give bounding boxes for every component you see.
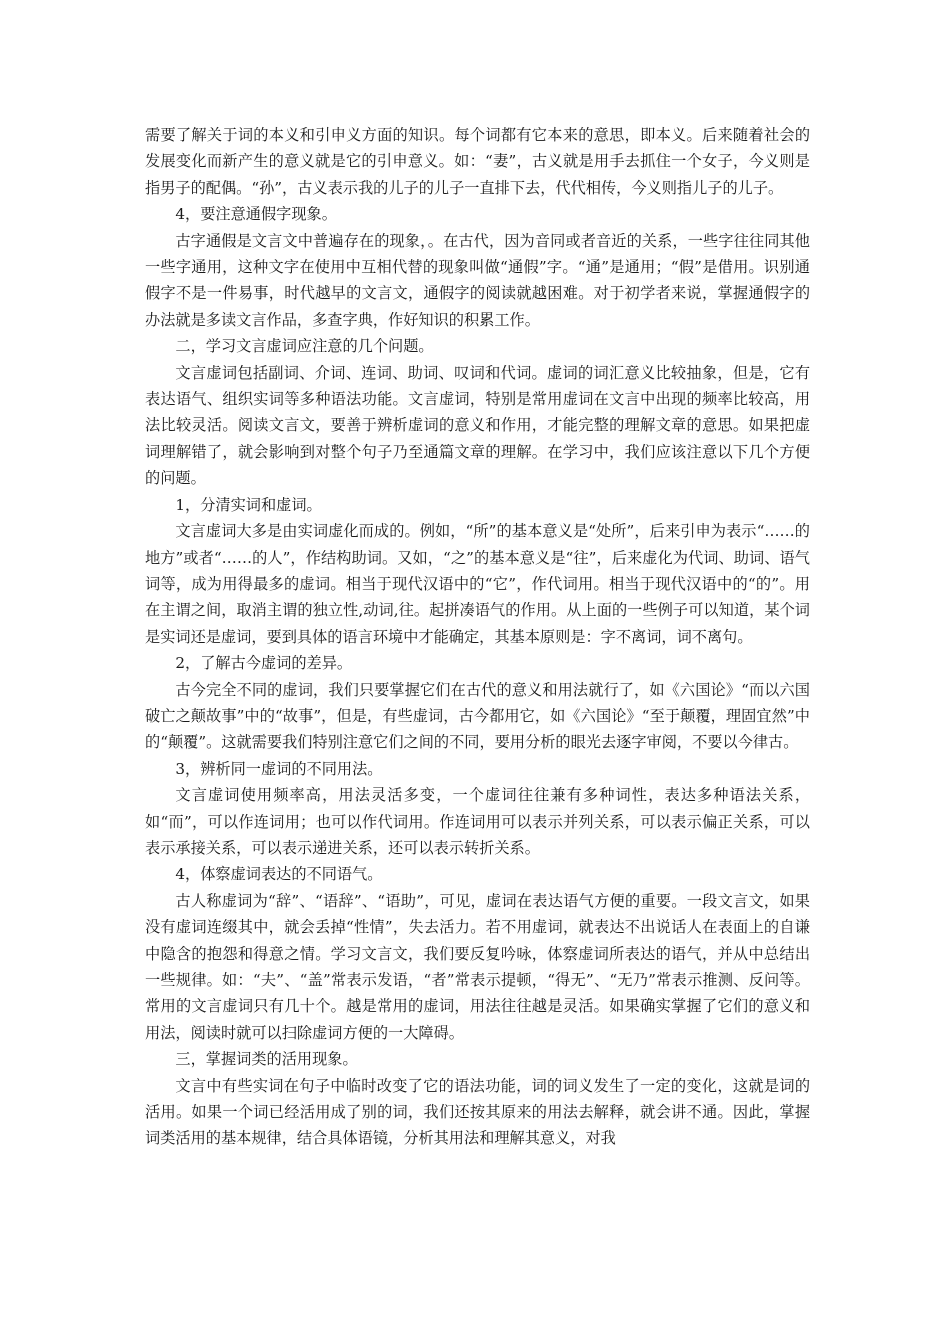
section-heading: 二，学习文言虚词应注意的几个问题。 bbox=[175, 337, 434, 356]
paragraph: 需要了解关于词的本义和引申义方面的知识。每个词都有它本来的意思，即本义。后来随着社会的发展变化而新产生的意义就是它的引申意义。如：“妻”，古义就是用手去抓住一个女子，今义则是指男子的配偶。“孙”，古义表示我的儿子的儿子一直排下去，代代相传，今义则指儿子的儿子。 bbox=[145, 126, 810, 197]
section-heading: 4，体察虚词表达的不同语气。 bbox=[175, 865, 383, 884]
document-body bbox=[145, 122, 810, 1152]
paragraph: 文言中有些实词在句子中临时改变了它的语法功能，词的词义发生了一定的变化，这就是词的活用。如果一个词已经活用成了别的词，我们还按其原来的用法去解释，就会讲不通。因此，掌握词类活用的基本规律，结合具体语镜，分析其用法和理解其意义，对我 bbox=[145, 1076, 810, 1148]
section-heading: 2，了解古今虚词的差异。 bbox=[175, 654, 353, 673]
section-heading: 3，辨析同一虚词的不同用法。 bbox=[175, 759, 383, 778]
section-heading: 三，掌握词类的活用现象。 bbox=[175, 1050, 358, 1069]
paragraph: 古字通假是文言文中普遍存在的现象，。在古代，因为音同或者音近的关系，一些字往往同其他一些字通用，这种文字在使用中互相代替的现象叫做“通假”字。“通”是通用；“假”是借用。识别通假字不是一件易事，时代越早的文言文，通假字的阅读就越困难。对于初学者来说，掌握通假字的办法就是多读文言作品，多查字典，作好知识的积累工作。 bbox=[145, 231, 810, 329]
paragraph: 古人称虚词为“辞”、“语辞”、“语助”，可见，虚词在表达语气方便的重要。一段文言文，如果没有虚词连缀其中，就会丢掉“性情”，失去活力。若不用虚词，就表达不出说话人在表面上的自谦中隐含的抱怨和得意之情。学习文言文，我们要反复吟咏，体察虚词所表达的语气，并从中总结出一些规律。如：“夫”、“盖”常表示发语，“者”常表示提顿，“得无”、“无乃”常表示推测、反问等。常用的文言虚词只有几十个。越是常用的虚词，用法往往越是灵活。如果确实掌握了它们的意义和用法，阅读时就可以扫除虚词方便的一大障碍。 bbox=[145, 891, 810, 1042]
section-heading: 1，分清实词和虚词。 bbox=[175, 495, 322, 514]
paragraph: 文言虚词大多是由实词虚化而成的。例如，“所”的基本意义是“处所”，后来引申为表示“……的地方”或者“……的人”，作结构助词。又如，“之”的基本意义是“往”，后来虚化为代词、助词、语气词等，成为用得最多的虚词。相当于现代汉语中的“它”，作代词用。相当于现代汉语中的“的”。用在主谓之间，取消主谓的独立性,动词,往。起拼凑语气的作用。从上面的一些例子可以知道，某个词是实词还是虚词，要到具体的语言环境中才能确定，其基本原则是：字不离词，词不离句。 bbox=[145, 522, 810, 646]
section-heading: 4，要注意通假字现象。 bbox=[175, 205, 337, 224]
paragraph: 文言虚词使用频率高，用法灵活多变，一个虚词往往兼有多种词性，表达多种语法关系，如“而”，可以作连词用；也可以作代词用。作连词用可以表示并列关系，可以表示偏正关系，可以表示承接关系，可以表示递进关系，还可以表示转折关系。 bbox=[145, 786, 810, 857]
paragraph: 文言虚词包括副词、介词、连词、助词、叹词和代词。虚词的词汇意义比较抽象，但是，它有表达语气、组织实词等多种语法功能。文言虚词，特别是常用虚词在文言中出现的频率比较高，用法比较灵活。阅读文言文，要善于辨析虚词的意义和作用，才能完整的理解文章的意思。如果把虚词理解错了，就会影响到对整个句子乃至通篇文章的理解。在学习中，我们应该注意以下几个方便的问题。 bbox=[145, 363, 810, 488]
paragraph: 古今完全不同的虚词，我们只要掌握它们在古代的意义和用法就行了，如《六国论》“而以六国破亡之颠故事”中的“故事”，但是，有些虚词，古今都用它，如《六国论》“至于颠覆，理固宜然”中的“颠覆”。这就需要我们特别注意它们之间的不同，要用分析的眼光去逐字审阅，不要以今律古。 bbox=[145, 680, 810, 752]
